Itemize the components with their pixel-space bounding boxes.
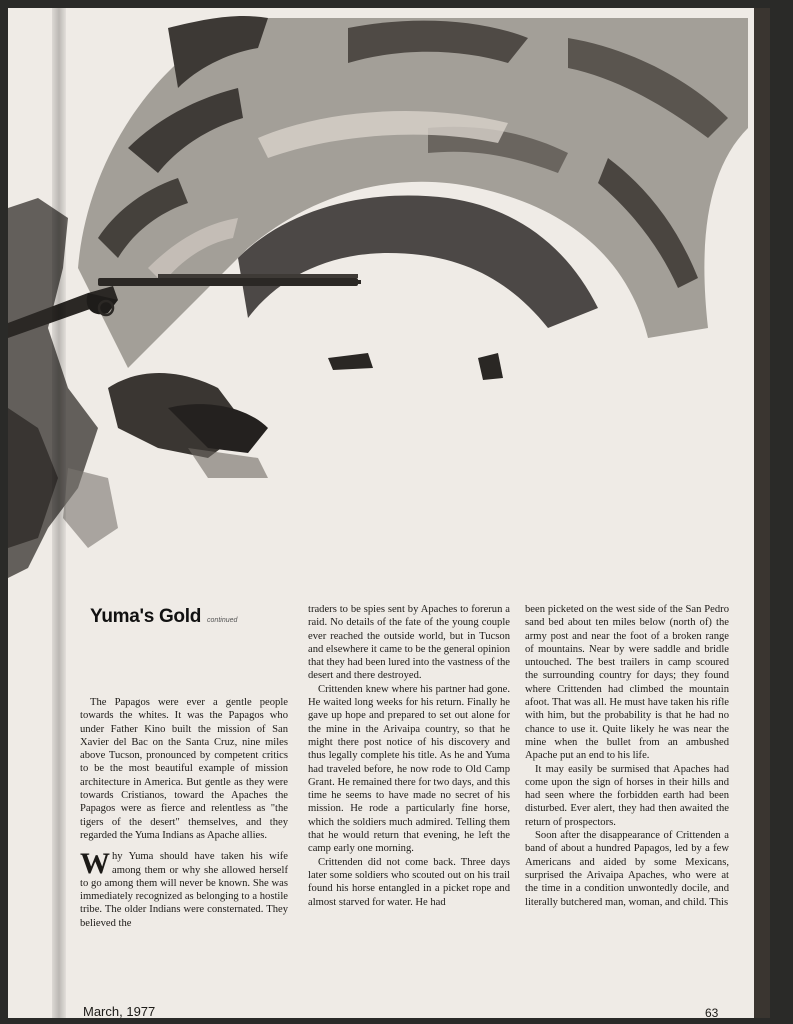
page-number: 63	[705, 1006, 719, 1018]
continued-label: continued	[207, 617, 238, 624]
rifle-and-rocks-illustration	[8, 8, 754, 598]
magazine-page	[8, 8, 770, 1018]
paragraph: The Papagos were ever a gentle people towards the whites. It was the Papagos who under Father Kino built the mission of San Xavier del Bac on the Santa Cruz, nine miles above Tucson, pronounced by competent critics to be the most beautiful example of mission architecture in America. But gentle as they were towards Cristianos, toward the Apaches the Papagos were as fierce and relentless as "the tigers of the desert" themselves, and they regarded the Yuma Indians as Apache allies.	[80, 697, 288, 841]
text-column-2	[308, 603, 510, 909]
issue-date: March, 1977	[83, 1004, 156, 1018]
paragraph: Crittenden knew where his partner had gone. He waited long weeks for his return. Finally he gave up hope and prepared to set out alone for the mine in the Arivaipa country, so that he might there post notice of his discovery and thus legally complete his title. As he and Yuma had traveled before, he now rode to Old Camp Grant. He remained there for two days, and this time he seems to have made no secret of his mission. He rode a particularly fine horse, which the soldiers much admired. Telling them that he would return that evening, he left the camp early one morning.	[308, 683, 510, 855]
article-title-block	[90, 606, 290, 636]
paragraph: It may easily be surmised that Apaches had come upon the sign of horses in their hills and had seen where the forbidden earth had been disturbed. Ever alert, they had then awaited the return of prospectors.	[525, 763, 729, 828]
paragraph: Crittenden did not come back. Three days later some soldiers who scouted out on his trail found his horse entangled in a picket rope and almost starved for water. He had	[308, 856, 510, 908]
paragraph-dropcap	[80, 847, 288, 930]
article-title: Yuma's Gold	[90, 606, 202, 627]
text-column-3	[525, 603, 729, 909]
page-gutter	[52, 8, 66, 1018]
paragraph-text: hy Yuma should have taken his wife among them or why she allowed herself to go among them will never be known. She was immediately recognized as belonging to a hostile tribe. The older Indians were consternated. They believed the	[80, 851, 288, 929]
text-column-1	[80, 696, 288, 930]
paragraph: Soon after the disappearance of Crittenden a band of about a hundred Papagos, led by a few Americans and aided by some Mexicans, surprised the Arivaipa Apaches, who were at the time in a condition unwontedly docile, and literally butchered man, woman, and child. This	[525, 830, 729, 908]
page-edge-shadow	[754, 8, 770, 1018]
paragraph: been picketed on the west side of the San Pedro sand bed about ten miles below (north of) the army post and near the foot of a broken range of mountains. Near by were saddle and bridle untouched. The best trailers in camp scoured the surrounding country for days; they found where Crittenden had climbed the mountain afoot. That was all. He must have taken his rifle with him, but the probability is that he had no chance to use it. Quite likely he was near the mine when the bullet from an ambushed Apache put an end to his life.	[525, 604, 729, 762]
drop-cap: W	[80, 847, 110, 881]
paragraph: traders to be spies sent by Apaches to forerun a raid. No details of the fate of the young couple ever reached the outside world, but in Tucson and elsewhere it came to be the general opinion that they had been lured into the vastness of the desert and there destroyed.	[308, 604, 510, 682]
